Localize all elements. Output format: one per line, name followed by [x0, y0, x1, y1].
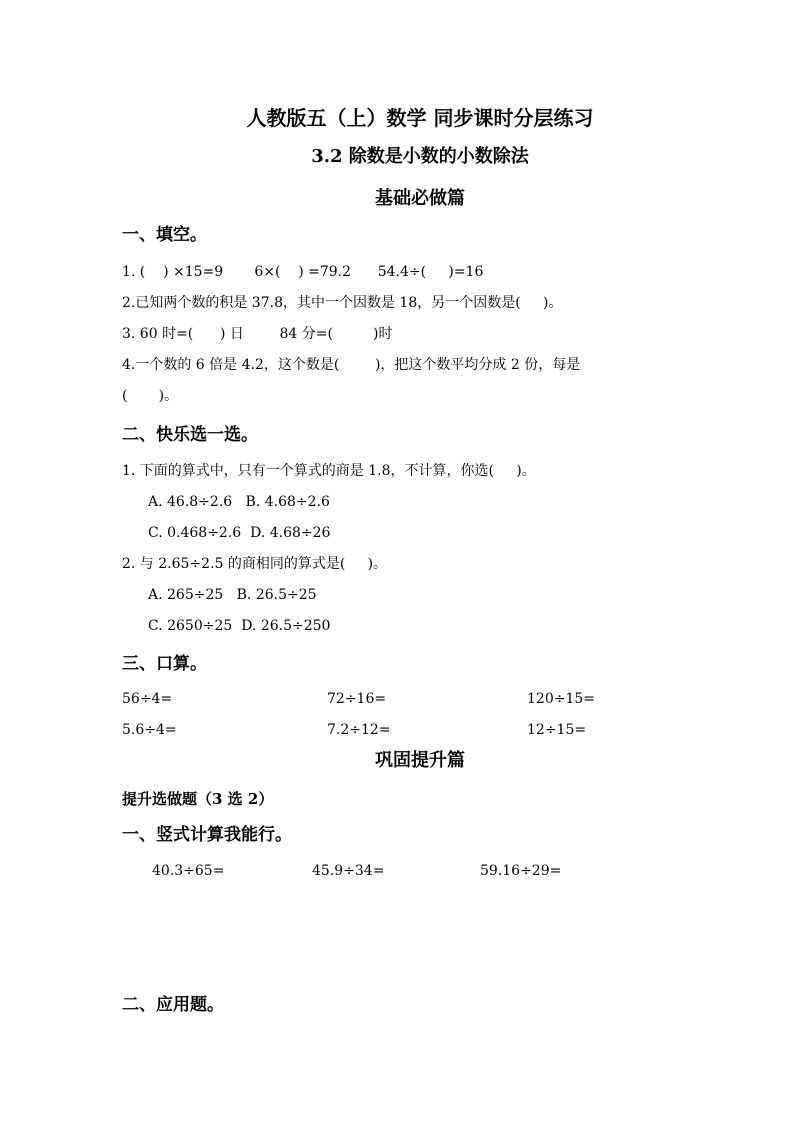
fill-question-2: 2.已知两个数的积是 37.8，其中一个因数是 18，另一个因数是( )。 — [122, 295, 563, 311]
document-title: 人教版五（上）数学 同步课时分层练习 — [246, 106, 594, 130]
section1-heading: 一、填空。 — [122, 225, 207, 245]
choice-question-2-options-ab: A. 265÷25 B. 26.5÷25 — [148, 587, 317, 603]
section2-heading: 二、快乐选一选。 — [122, 425, 258, 445]
mental-calc-item: 72÷16= — [327, 691, 387, 707]
fill-question-1: 1. ( ) ×15=9 6×( ) =79.2 54.4÷( )=16 — [122, 264, 484, 280]
vertical-calc-item: 59.16÷29= — [480, 863, 562, 879]
choice-question-1: 1. 下面的算式中，只有一个算式的商是 1.8，不计算，你选( )。 — [122, 463, 536, 479]
fill-question-3: 3. 60 时=( ) 日 84 分=( )时 — [122, 326, 393, 342]
vertical-calc-item: 45.9÷34= — [312, 863, 385, 879]
choice-question-1-options-cd: C. 0.468÷2.6 D. 4.68÷26 — [148, 525, 331, 541]
mental-calc-item: 12÷15= — [527, 722, 587, 738]
part1-title: 基础必做篇 — [375, 188, 465, 209]
fill-question-4-cont: ( )。 — [122, 388, 179, 404]
choice-question-2: 2. 与 2.65÷2.5 的商相同的算式是( )。 — [122, 556, 388, 572]
vertical-calc-item: 40.3÷65= — [152, 863, 225, 879]
mental-calc-item: 120÷15= — [527, 691, 595, 707]
part2-note: 提升选做题（3 选 2） — [122, 790, 274, 808]
mental-calc-item: 7.2÷12= — [327, 722, 391, 738]
fill-question-4: 4.一个数的 6 倍是 4.2，这个数是( )，把这个数平均分成 2 份，每是 — [122, 357, 581, 373]
part2-section1-heading: 一、竖式计算我能行。 — [122, 825, 292, 845]
part2-title: 巩固提升篇 — [375, 750, 465, 771]
mental-calc-item: 56÷4= — [122, 691, 173, 707]
choice-question-1-options-ab: A. 46.8÷2.6 B. 4.68÷2.6 — [148, 494, 330, 510]
part2-section2-heading: 二、应用题。 — [122, 995, 224, 1015]
section3-heading: 三、口算。 — [122, 654, 207, 674]
mental-calc-item: 5.6÷4= — [122, 722, 177, 738]
lesson-title: 3.2 除数是小数的小数除法 — [311, 146, 529, 167]
choice-question-2-options-cd: C. 2650÷25 D. 26.5÷250 — [148, 618, 331, 634]
